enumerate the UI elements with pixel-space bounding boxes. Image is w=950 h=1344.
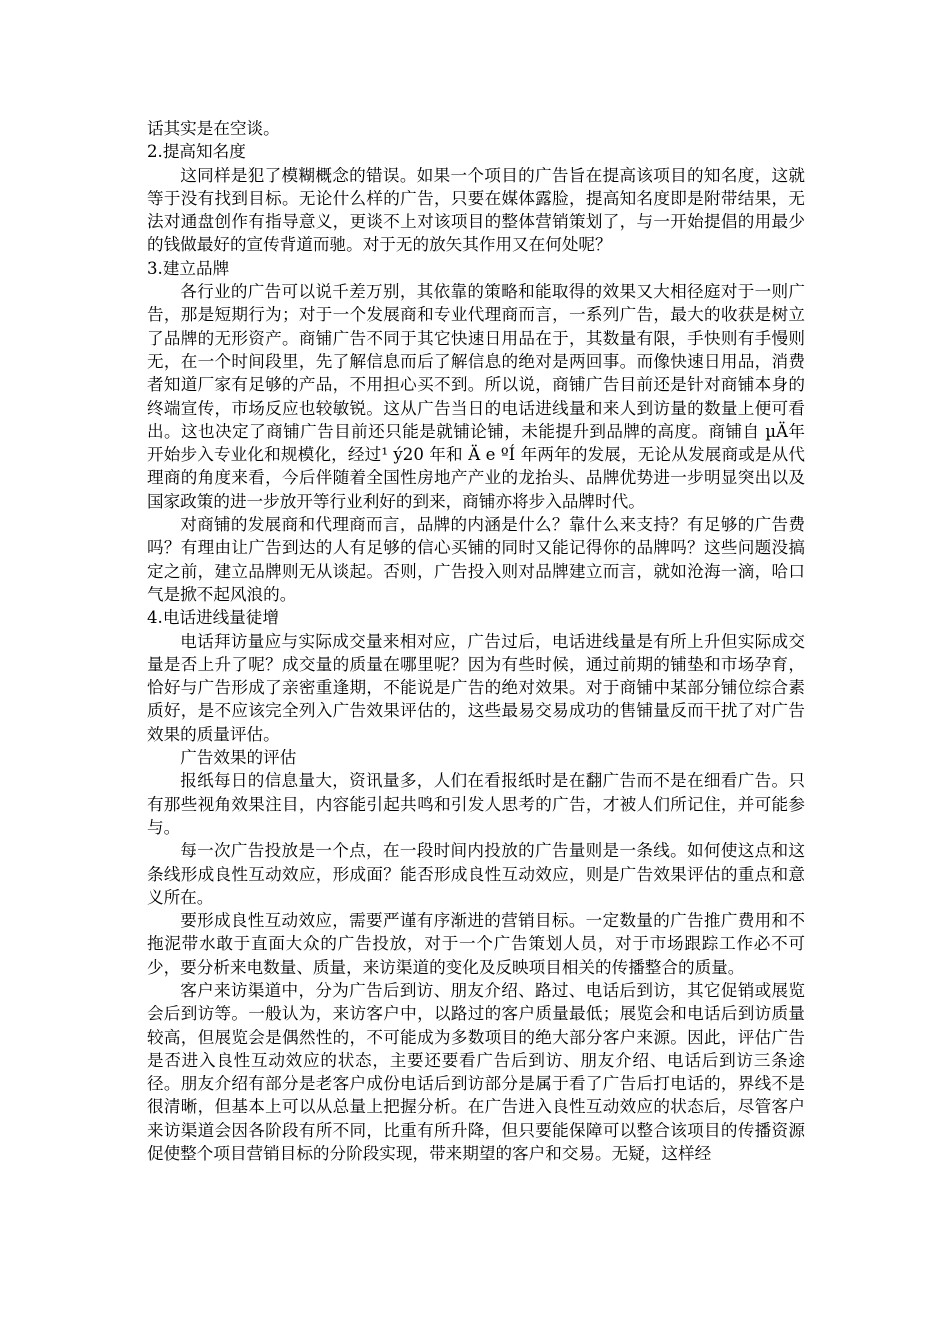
section-heading-ad-evaluation: 广告效果的评估 (180, 748, 297, 768)
paragraph-evaluation-2: 每一次广告投放是一个点，在一段时间内投放的广告量则是一条线。如何使这点和这条线形成良性互动效应，形成面？能否形成良性互动效应，则是广告效果评估的重点和意义所在。 (147, 841, 805, 907)
paragraph-brand-1: 各行业的广告可以说千差万别，其依靠的策略和能取得的效果又大相径庭对于一则广告，那是短期行为；对于一个发展商和专业代理商而言，一系列广告，最大的收获是树立了品牌的无形资产。商铺广告不同于其它快速日用品在于，其数量有限，手快则有手慢则无，在一个时间段里，先了解信息而后了解信息的绝对是两回事。而像快速日用品，消费者知道厂家有足够的产品，不用担心买不到。所以说，商铺广告目前还是针对商铺本身的终端宣传，市场反应也较敏锐。这从广告当日的电话进线量和来人到访量的数量上便可看出。这也决定了商铺广告目前还只能是就铺论铺，未能提升到品牌的高度。商铺自 µÄ年开始步入专业化和规模化，经过¹ ý20 年和 Ä e ºÍ 年两年的发展，无论从发展商或是从代理商的角度来看，今后伴随着全国性房地产产业的龙抬头、品牌优势进一步明显突出以及国家政策的进一步放开等行业利好的到来，商铺亦将步入品牌时代。 (147, 282, 805, 511)
paragraph-evaluation-1: 报纸每日的信息量大，资讯量多，人们在看报纸时是在翻广告而不是在细看广告。只有那些视角效果注目，内容能引起共鸣和引发人思考的广告，才被人们所记住，并可能参与。 (147, 771, 805, 837)
section-heading-build-brand: 3.建立品牌 (147, 258, 230, 278)
paragraph-evaluation-3: 要形成良性互动效应，需要严谨有序渐进的营销目标。一定数量的广告推广费用和不拖泥带水敢于直面大众的广告投放，对于一个广告策划人员，对于市场跟踪工作必不可少，要分析来电数量、质量，来访渠道的变化及反映项目相关的传播整合的质量。 (147, 911, 805, 977)
paragraph-phone-calls: 电话拜访量应与实际成交量来相对应，广告过后，电话进线量是有所上升但实际成交量是否上升了呢？成交量的质量在哪里呢？因为有些时候，通过前期的铺垫和市场孕育，恰好与广告形成了亲密重逢期，不能说是广告的绝对效果。对于商铺中某部分铺位综合素质好，是不应该完全列入广告效果评估的，这些最易交易成功的售铺量反而干扰了对广告效果的质量评估。 (147, 631, 805, 744)
section-heading-raise-awareness: 2.提高知名度 (147, 142, 246, 162)
paragraph-brand-2: 对商铺的发展商和代理商而言，品牌的内涵是什么？靠什么来支持？有足够的广告费吗？有理由让广告到达的人有足够的信心买铺的同时又能记得你的品牌吗？这些问题没搞定之前，建立品牌则无从谈起。否则，广告投入则对品牌建立而言，就如沧海一滴，哈口气是掀不起风浪的。 (147, 515, 805, 604)
section-heading-phone-calls: 4.电话进线量徒增 (147, 608, 279, 628)
paragraph-continuation: 话其实是在空谈。 (147, 119, 280, 138)
paragraph-evaluation-4: 客户来访渠道中，分为广告后到访、朋友介绍、路过、电话后到访，其它促销或展览会后到访等。一般认为，来访客户中，以路过的客户质量最低；展览会和电话后到访质量较高，但展览会是偶然性的，不可能成为多数项目的绝大部分客户来源。因此，评估广告是否进入良性互动效应的状态，主要还要看广告后到访、朋友介绍、电话后到访三条途径。朋友介绍有部分是老客户成份电话后到访部分是属于看了广告后打电话的，界线不是很清晰，但基本上可以从总量上把握分析。在广告进入良性互动效应的状态后，尽管客户来访渠道会因各阶段有所不同，比重有所升降，但只要能保障可以整合该项目的传播资源促使整个项目营销目标的分阶段实现，带来期望的客户和交易。无疑，这样经 (147, 980, 805, 1164)
paragraph-awareness: 这同样是犯了模糊概念的错误。如果一个项目的广告旨在提高该项目的知名度，这就等于没有找到目标。无论什么样的广告，只要在媒体露脸，提高知名度即是附带结果，无法对通盘创作有指导意义，更谈不上对该项目的整体营销策划了，与一开始提倡的用最少的钱做最好的宣传背道而驰。对于无的放矢其作用又在何处呢？ (147, 165, 805, 255)
document-page (147, 117, 805, 1165)
